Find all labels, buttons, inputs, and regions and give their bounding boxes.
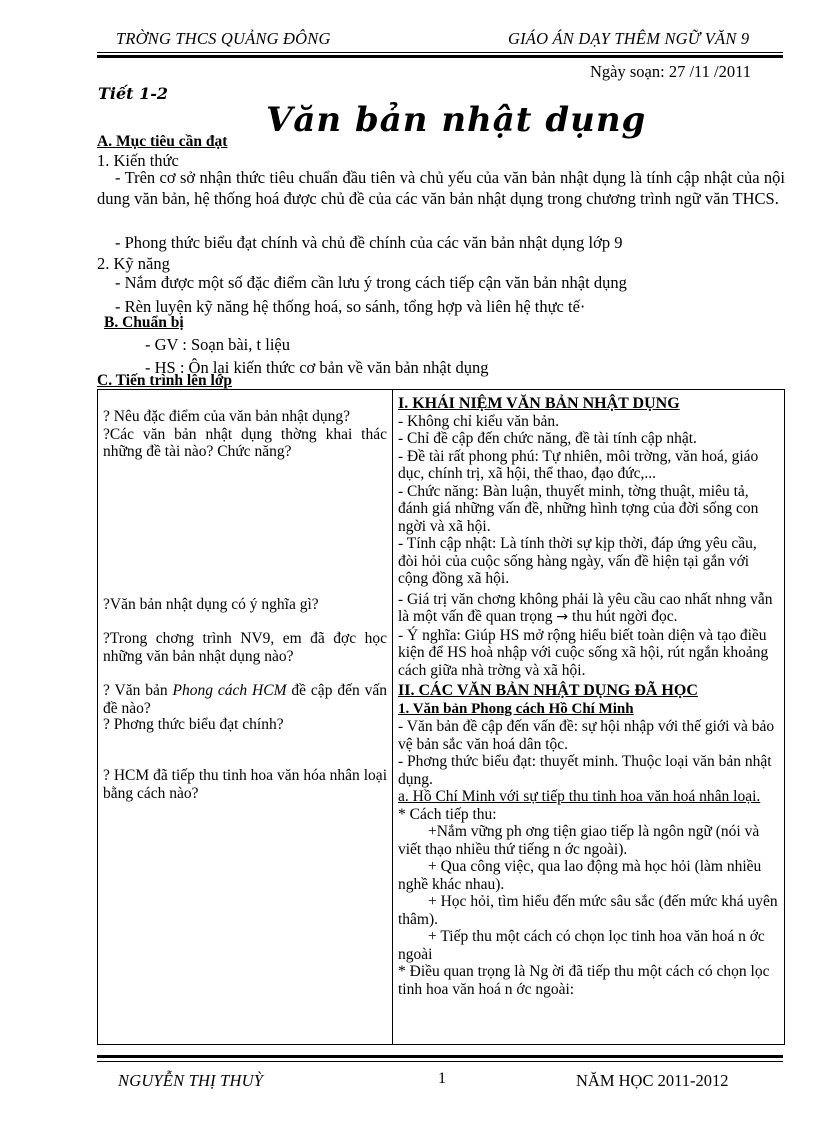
date-line: Ngày soạn: 27 /11 /2011	[590, 62, 752, 81]
header-rule-thick	[97, 55, 783, 58]
answer-line: * Cách tiếp thu:	[398, 805, 497, 823]
subsection-1-heading: 1. Văn bản Phong cách Hồ Chí Minh	[398, 700, 634, 717]
answer-line: - Phơng thức biểu đạt: thuyết minh. Thuộc loại văn bản nhật dụng.	[398, 753, 772, 788]
section-2-heading: II. CÁC VĂN BẢN NHẬT DỤNG ĐÃ HỌC	[398, 682, 698, 699]
footer-author: NGUYỄN THỊ THUỲ	[118, 1071, 264, 1090]
lesson-table	[97, 389, 785, 1045]
answer-value-line	[398, 591, 778, 627]
answer-line: - Tính cập nhật: Là tính thời sự kịp thời, đáp ứng yêu cầu, đòi hỏi của cuộc sống hàng ngày, vấn đề hiện tại gắn với cộng đồng xã hội.	[398, 535, 757, 587]
answer-line: - Ý nghĩa: Giúp HS mở rộng hiểu biết toàn diện và tạo điều kiện để HS hoà nhập với cuộc sống xã hội, rút ngắn khoảng cách giữa nhà trờng và xã hội.	[398, 626, 769, 679]
question-6: ? HCM đã tiếp thu tinh hoa văn hóa nhân loại bằng cách nào?	[103, 767, 387, 802]
question-5: ? Phơng thức biểu đạt chính?	[103, 716, 284, 733]
section-a-heading: A. Mục tiêu cần đạt	[97, 133, 228, 150]
answer-line: - Không chỉ kiểu văn bản.	[398, 412, 559, 430]
question-4-pre: ? Văn bản	[103, 682, 173, 699]
skill-paragraph-2: - Rèn luyện kỹ năng hệ thống hoá, so sánh, tổng hợp và liên hệ thực tế·	[115, 297, 586, 316]
question-1: ? Nêu đặc điểm của văn bản nhật dụng? ?Các văn bản nhật dụng thờng khai thác những đề tài nào? Chức năng?	[103, 408, 387, 460]
answer-line: - Chỉ đề cập đến chức năng, đề tài tính cập nhật.	[398, 430, 697, 447]
arrow-right-icon: →	[556, 609, 569, 625]
answer-value-text: - Giá trị văn chơng không phải là yêu cầu cao nhất nhng vẫn là một vấn đề quan trọng	[398, 590, 773, 625]
answer-line: + Qua công việc, qua lao động mà học hỏi (làm nhiều nghề khác nhau).	[398, 858, 762, 893]
answer-subheading: a. Hồ Chí Minh với sự tiếp thu tinh hoa văn hoá nhân loại.	[398, 788, 761, 805]
question-4-post: đề cập đến vấn đề nào?	[103, 682, 388, 717]
footer-rule-thick	[97, 1055, 783, 1058]
footer-school-year: NĂM HỌC 2011-2012	[576, 1071, 729, 1090]
answer-line: +Nắm vững ph ơng tiện giao tiếp là ngôn ngữ (nói và viết thạo nhiều thứ tiếng n ớc ngoài).	[398, 823, 760, 858]
question-4	[103, 682, 387, 717]
questions-column	[98, 390, 393, 1045]
answer-line: + Tiếp thu một cách có chọn lọc tinh hoa văn hoá n ớc ngoài	[398, 928, 765, 963]
knowledge-paragraph-2: - Phong thức biểu đạt chính và chủ đề chính của các văn bản nhật dụng lớp 9	[115, 233, 623, 252]
prep-students: - HS : Ôn lại kiến thức cơ bản về văn bản nhật dụng	[145, 358, 489, 377]
section-c-heading: C. Tiến trình lên lớp	[97, 372, 233, 389]
prep-teacher: - GV : Soạn bài, t liệu	[145, 335, 290, 354]
page-title: Văn bản nhật dụng	[266, 100, 647, 140]
section-b-heading: B. Chuẩn bị	[104, 314, 184, 331]
answer-value-tail: thu hút ngời đọc.	[568, 608, 678, 625]
footer-rule-thin	[97, 1061, 783, 1062]
answer-line: - Văn bản đề cập đến vấn đề: sự hội nhập với thế giới và bảo vệ bản sắc văn hoá dân tộc.	[398, 718, 775, 753]
header-school: TRỜNG THCS QUẢNG ĐÔNG	[116, 29, 331, 48]
knowledge-label: 1. Kiến thức	[97, 151, 179, 170]
skill-paragraph-1: - Nắm được một số đặc điểm cần lưu ý trong cách tiếp cận văn bản nhật dụng	[115, 273, 627, 292]
question-3: ?Trong chơng trình NV9, em đã đợc học những văn bản nhật dụng nào?	[103, 630, 387, 665]
table-row	[98, 390, 785, 1045]
header-rule-thin	[97, 52, 783, 53]
question-4-italic: Phong cách HCM	[172, 682, 287, 699]
answer-line: + Học hỏi, tìm hiểu đến mức sâu sắc (đến mức khá uyên thâm).	[398, 893, 778, 928]
knowledge-paragraph-1: - Trên cơ sở nhận thức tiêu chuẩn đầu tiên và chủ yếu của văn bản nhật dụng là tính cập nhật của nội dung văn bản, hệ thống hoá được chủ đề của các văn bản nhật dụng trong chương trình ngữ văn THCS.	[97, 168, 785, 208]
section-1-heading: I. KHÁI NIỆM VĂN BẢN NHẬT DỤNG	[398, 395, 680, 412]
period-label: Tiết 1-2	[98, 84, 169, 103]
answer-line: * Điều quan trọng là Ng ời đã tiếp thu một cách có chọn lọc tinh hoa văn hoá n ớc ngoài:	[398, 963, 770, 998]
question-2: ?Văn bản nhật dụng có ý nghĩa gì?	[103, 596, 319, 613]
page-number: 1	[438, 1070, 446, 1087]
answers-column	[393, 390, 785, 1045]
answer-line: - Đề tài rất phong phú: Tự nhiên, môi trờng, văn hoá, giáo dục, chính trị, xã hội, thể thao, đạo đức,...	[398, 447, 759, 482]
answer-line: - Chức năng: Bàn luận, thuyết minh, tờng thuật, miêu tả, đánh giá những vấn đề, những hình tợng của đời sống con ngời và xã hội.	[398, 482, 759, 535]
skill-label: 2. Kỹ năng	[97, 254, 170, 273]
header-subject: GIÁO ÁN DẠY THÊM NGỮ VĂN 9	[508, 29, 750, 48]
